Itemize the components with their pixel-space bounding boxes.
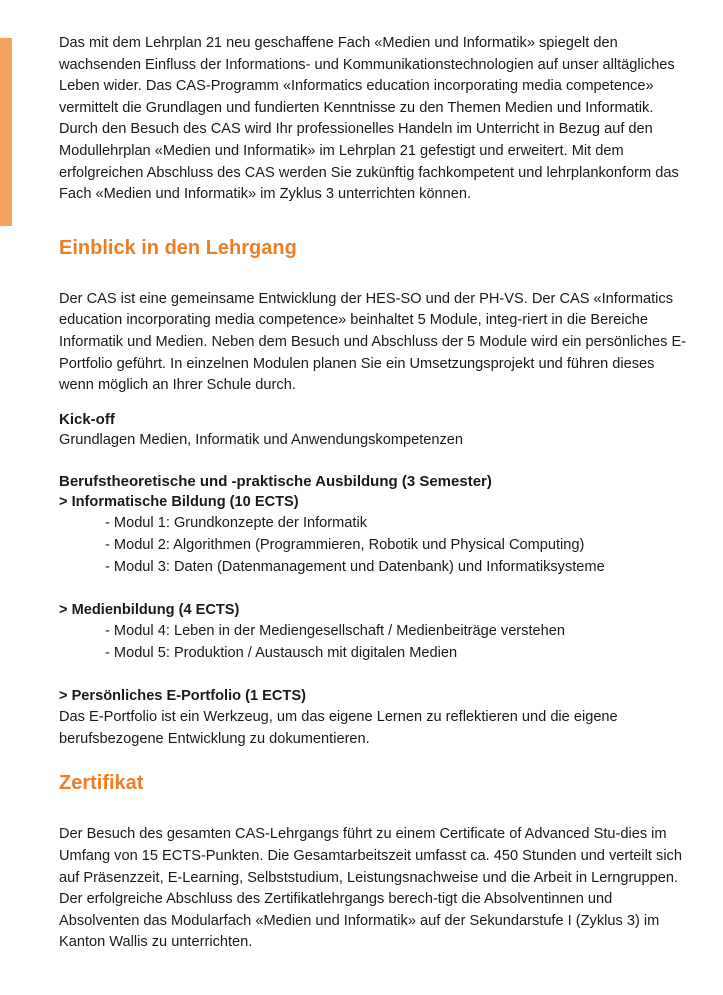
informatik-module-list: [59, 513, 689, 578]
section-heading-zertifikat: Zertifikat: [59, 772, 144, 795]
module-item: - Modul 1: Grundkonzepte der Informatik: [105, 513, 689, 535]
document-body: [59, 33, 689, 954]
medien-subheading: > Medienbildung (4 ECTS): [59, 602, 240, 619]
intro-paragraph: Das mit dem Lehrplan 21 neu geschaffene Fach «Medien und Informatik» spiegelt den wachsenden Einfluss der Informations- und Kommunikationstechnologien auf unser alltägliches Leben wider. Das CAS-Programm «Informatics education incorporating media competence» vermittelt die Grundlagen und fundierten Kenntnisse zu den Themen Medien und Informatik. Durch den Besuch des CAS wird Ihr professionelles Handeln im Unterricht in Bezug auf den Modullehrplan «Medien und Informatik» im Lehrplan 21 gefestigt und erweitert. Mit dem erfolgreichen Abschluss des CAS werden Sie zukünftig fachkompetent und lehrplankonform das Fach «Medien und Informatik» im Zyklus 3 unterrichten können.: [59, 35, 679, 203]
ausbildung-heading: Berufstheoretische und -praktische Ausbildung (3 Semester): [59, 473, 492, 491]
kickoff-heading: Kick-off: [59, 410, 115, 428]
informatik-subheading: > Informatische Bildung (10 ECTS): [59, 494, 299, 511]
zertifikat-paragraph: Der Besuch des gesamten CAS-Lehrgangs führt zu einem Certificate of Advanced Stu-dies im Umfang von 15 ECTS-Punkten. Die Gesamtarbeitszeit umfasst ca. 450 Stunden und verteilt sich auf Präsenzzeit, E-Learning, Selbststudium, Leistungsnachweise und die Arbeit in Lerngruppen. Der erfolgreiche Abschluss des Zertifikatlehrgangs berech-tigt die Absolventinnen und Absolventen das Modularfach «Medien und Informatik» auf der Sekundarstufe I (Zyklus 3) im Kanton Wallis zu unterrichten.: [59, 826, 682, 951]
module-item: - Modul 3: Daten (Datenmanagement und Datenbank) und Informatiksysteme: [105, 557, 689, 579]
kickoff-text: Grundlagen Medien, Informatik und Anwendungskompetenzen: [59, 431, 464, 448]
portfolio-text: Das E-Portfolio ist ein Werkzeug, um das eigene Lernen zu reflektieren und die eigene berufsbezogene Entwicklung zu dokumentieren.: [59, 709, 618, 747]
module-item: - Modul 2: Algorithmen (Programmieren, Robotik und Physical Computing): [105, 535, 689, 557]
section-heading-einblick: Einblick in den Lehrgang: [59, 236, 297, 259]
einblick-paragraph: Der CAS ist eine gemeinsame Entwicklung der HES-SO und der PH-VS. Der CAS «Informatics education incorporating media competence» beinhaltet 5 Module, integ-riert in die Bereiche Informatik und Medien. Neben dem Besuch und Abschluss der 5 Module wird ein persönliches E-Portfolio geführt. In einzelnen Modulen planen Sie ein Umsetzungsprojekt und führen dieses wenn möglich an Ihrer Schule durch.: [59, 290, 687, 394]
portfolio-subheading: > Persönliches E-Portfolio (1 ECTS): [59, 688, 306, 705]
accent-bar: [0, 38, 12, 226]
module-item: - Modul 4: Leben in der Mediengesellschaft / Medienbeiträge verstehen: [105, 621, 689, 643]
medien-module-list: [59, 621, 689, 664]
module-item: - Modul 5: Produktion / Austausch mit digitalen Medien: [105, 643, 689, 665]
